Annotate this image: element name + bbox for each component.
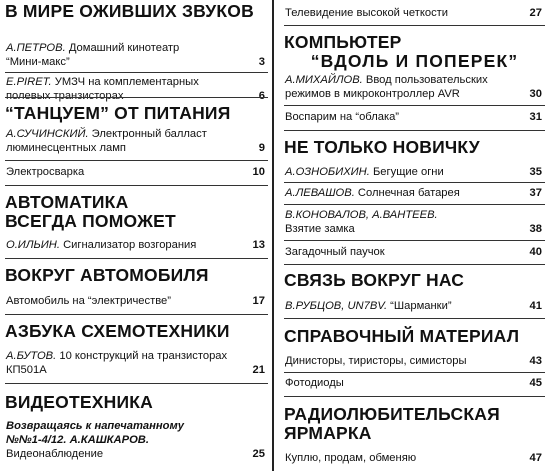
entry-page: 47 xyxy=(529,452,542,464)
entry-title: Загадочный паучок xyxy=(285,246,385,258)
section-heading-automobile: ВОКРУГ АВТОМОБИЛЯ xyxy=(5,265,209,285)
section-separator xyxy=(284,25,545,26)
entry-separator xyxy=(284,182,545,183)
toc-entry-sharmanki[interactable] xyxy=(285,299,542,313)
toc-entry-hdtv[interactable] xyxy=(285,6,542,20)
entry-author: А.СУЧИНСКИЙ. xyxy=(6,128,89,140)
entry-title: Ввод пользовательских xyxy=(362,74,488,86)
toc-entry-ballast[interactable] xyxy=(6,127,265,155)
entry-page: 31 xyxy=(529,111,542,123)
entry-title: Бегущие огни xyxy=(369,166,444,178)
entry-page: 43 xyxy=(529,355,542,367)
entry-page: 9 xyxy=(258,142,265,154)
toc-entry-running-lights[interactable] xyxy=(285,165,542,179)
entry-title: Электросварка xyxy=(6,166,85,178)
entry-author: А.ЛЕВАШОВ. xyxy=(285,187,355,199)
section-separator xyxy=(284,396,545,397)
section-heading-beginners: НЕ ТОЛЬКО НОВИЧКУ xyxy=(284,137,480,157)
section-heading-reference: СПРАВОЧНЫЙ МАТЕРИАЛ xyxy=(284,326,520,346)
entry-author: А.БУТОВ. xyxy=(6,350,57,362)
toc-entry-welding[interactable] xyxy=(6,165,265,179)
entry-page: 6 xyxy=(258,90,265,102)
entry-page: 37 xyxy=(529,187,542,199)
entry-separator xyxy=(284,204,545,205)
entry-page: 17 xyxy=(252,295,265,307)
toc-entry-amplifier[interactable] xyxy=(6,75,265,103)
entry-author: А.МИХАЙЛОВ. xyxy=(285,74,363,86)
entry-title-cont: КП501А xyxy=(6,364,47,376)
entry-separator xyxy=(284,372,545,373)
entry-page: 13 xyxy=(252,239,265,251)
section-heading-fair: РАДИОЛЮБИТЕЛЬСКАЯ ЯРМАРКА xyxy=(284,404,500,443)
toc-entry-thyristors[interactable] xyxy=(285,354,542,368)
toc-entry-transistor-designs[interactable] xyxy=(6,349,265,377)
entry-separator xyxy=(5,160,268,161)
section-separator xyxy=(5,97,268,98)
entry-page: 10 xyxy=(252,166,265,178)
entry-page: 25 xyxy=(252,448,265,460)
section-heading-video: ВИДЕОТЕХНИКА xyxy=(5,392,153,412)
section-heading-sounds: В МИРЕ ОЖИВШИХ ЗВУКОВ xyxy=(5,1,254,21)
entry-author-cont: №№1-4/12. А.КАШКАРОВ. xyxy=(6,434,149,446)
entry-title: Сигнализатор возгорания xyxy=(59,239,197,251)
toc-entry-lock[interactable] xyxy=(285,208,542,236)
toc-entry-surveillance[interactable] xyxy=(6,419,265,461)
entry-author: О.ИЛЬИН. xyxy=(6,239,60,251)
toc-entry-electric-car[interactable] xyxy=(6,294,265,308)
entry-title: Фотодиоды xyxy=(285,377,344,389)
entry-title: Куплю, продам, обменяю xyxy=(285,452,417,464)
section-heading-circuits: АЗБУКА СХЕМОТЕХНИКИ xyxy=(5,321,230,341)
entry-page: 21 xyxy=(252,364,265,376)
entry-title-cont: “Мини-макс” xyxy=(6,56,70,68)
entry-author: В.КОНОВАЛОВ, А.ВАНТЕЕВ. xyxy=(285,209,438,221)
entry-author: В.РУБЦОВ, UN7BV. xyxy=(285,300,388,312)
entry-separator xyxy=(5,72,268,73)
toc-entry-fire-alarm[interactable] xyxy=(6,238,265,252)
entry-title: Динисторы, тиристоры, симисторы xyxy=(285,355,467,367)
entry-title: Солнечная батарея xyxy=(354,187,460,199)
toc-entry-buy-sell[interactable] xyxy=(285,451,542,465)
entry-author: E.PIRET. xyxy=(6,76,52,88)
column-divider xyxy=(272,0,274,471)
entry-title-cont: полевых транзисторах xyxy=(6,90,124,102)
toc-entry-home-theater[interactable] xyxy=(6,41,265,69)
entry-title-cont: режимов в микроконтроллер AVR xyxy=(285,88,460,100)
entry-page: 3 xyxy=(258,56,265,68)
entry-title: Воспарим на “облака” xyxy=(285,111,400,123)
entry-page: 38 xyxy=(529,223,542,235)
entry-title: Электронный балласт xyxy=(88,128,207,140)
section-separator xyxy=(284,318,545,319)
entry-author: А.ОЗНОБИХИН. xyxy=(285,166,370,178)
entry-page: 41 xyxy=(529,300,542,312)
section-heading-computer: КОМПЬЮТЕР “ВДОЛЬ И ПОПЕРЕК” xyxy=(284,32,519,71)
entry-page: 40 xyxy=(529,246,542,258)
section-separator xyxy=(5,383,268,384)
entry-title: Телевидение высокой четкости xyxy=(285,7,449,19)
entry-title: “Шарманки” xyxy=(387,300,452,312)
entry-title-cont: люминесцентных ламп xyxy=(6,142,126,154)
section-separator xyxy=(5,314,268,315)
toc-entry-spider[interactable] xyxy=(285,245,542,259)
entry-title: Автомобиль на “электричестве” xyxy=(6,295,172,307)
entry-title: 10 конструкций на транзисторах xyxy=(56,350,228,362)
entry-page: 27 xyxy=(529,7,542,19)
entry-title: Видеонаблюдение xyxy=(6,448,104,460)
toc-entry-photodiodes[interactable] xyxy=(285,376,542,390)
section-heading-communication: СВЯЗЬ ВОКРУГ НАС xyxy=(284,270,465,290)
entry-title: Домашний кинотеатр xyxy=(65,42,180,54)
section-separator xyxy=(284,264,545,265)
section-separator xyxy=(5,258,268,259)
section-separator xyxy=(5,185,268,186)
toc-entry-avr-modes[interactable] xyxy=(285,73,542,101)
entry-author: А.ПЕТРОВ. xyxy=(6,42,66,54)
entry-page: 35 xyxy=(529,166,542,178)
entry-separator xyxy=(284,240,545,241)
entry-separator xyxy=(284,105,545,106)
entry-title: Взятие замка xyxy=(285,223,355,235)
entry-page: 30 xyxy=(529,88,542,100)
entry-page: 45 xyxy=(529,377,542,389)
section-heading-automation: АВТОМАТИКА ВСЕГДА ПОМОЖЕТ xyxy=(5,192,176,231)
section-separator xyxy=(284,130,545,131)
entry-title: УМЗЧ на комплементарных xyxy=(51,76,199,88)
section-heading-power: “ТАНЦУЕМ” ОТ ПИТАНИЯ xyxy=(5,103,231,123)
toc-entry-cloud[interactable] xyxy=(285,110,542,124)
toc-entry-solar-battery[interactable] xyxy=(285,186,542,200)
entry-author: Возвращаясь к напечатанному xyxy=(6,420,184,432)
